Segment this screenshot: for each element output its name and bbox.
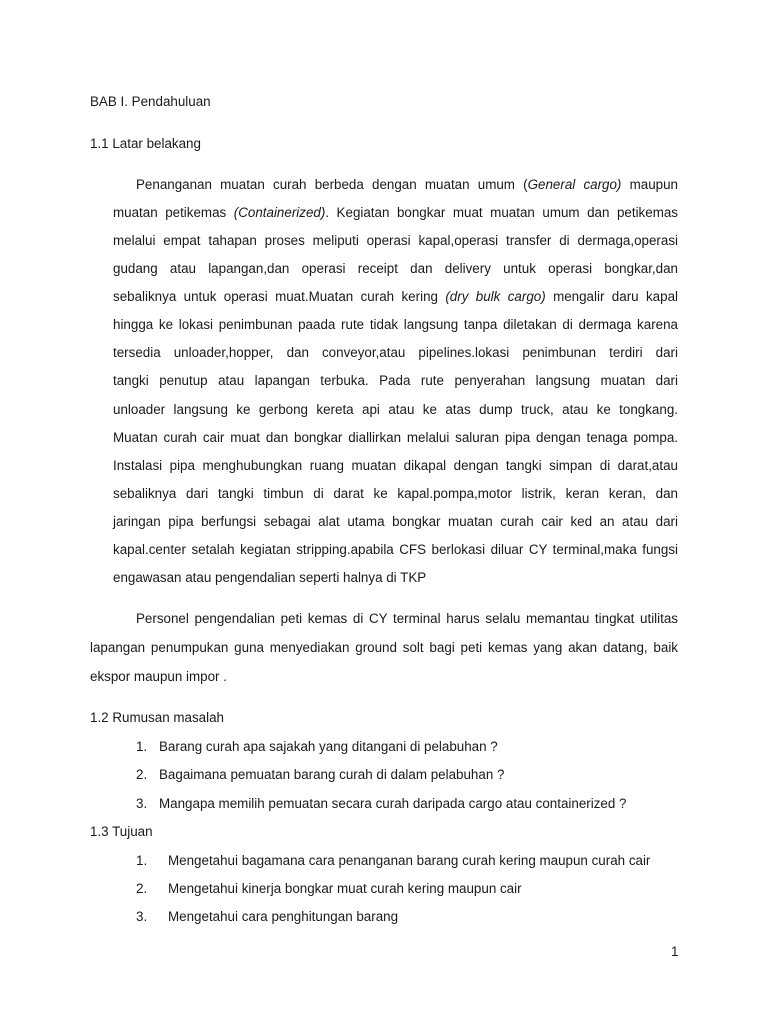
paragraph-line: unloader langsung ke gerbong kereta api atau ke atas dump truck, atau ke tongkang. xyxy=(113,402,678,417)
paragraph-line: muatan petikemas (Containerized). Kegiatan bongkar muat muatan umum dan petikemas xyxy=(113,205,678,220)
paragraph-line: Penanganan muatan curah berbeda dengan muatan umum (General cargo) maupun xyxy=(136,177,678,192)
section-heading-latar-belakang: 1.1 Latar belakang xyxy=(90,136,201,151)
paragraph-line: Instalasi pipa menghubungkan ruang muatan dikapal dengan tangki simpan di darat,atau xyxy=(113,458,678,473)
list-text: Mengetahui kinerja bongkar muat curah kering maupun cair xyxy=(168,881,522,896)
paragraph-line: sebaliknya untuk operasi muat.Muatan curah kering (dry bulk cargo) mengalir daru kapal xyxy=(113,289,678,304)
paragraph-line: gudang atau lapangan,dan operasi receipt dan delivery untuk operasi bongkar,dan xyxy=(113,261,678,276)
list-number: 1. xyxy=(136,853,148,868)
page-number: 1 xyxy=(671,944,679,959)
chapter-title: BAB I. Pendahuluan xyxy=(90,94,211,109)
list-number: 3. xyxy=(136,796,148,811)
paragraph-line: hingga ke lokasi penimbunan paada rute tidak langsung tanpa diletakan di dermaga karena xyxy=(113,317,678,332)
paragraph-line: Muatan curah cair muat dan bongkar diallirkan melalui saluran pipa dengan tenaga pompa. xyxy=(113,430,678,445)
paragraph-line: jaringan pipa berfungsi sebagai alat utama bongkar muatan curah cair ked an atau dari xyxy=(113,514,678,529)
list-text: Mangapa memilih pemuatan secara curah daripada cargo atau containerized ? xyxy=(159,796,627,811)
paragraph-line: sebaliknya dari tangki timbun di darat ke kapal.pompa,motor listrik, keran keran, dan xyxy=(113,486,678,501)
paragraph-line: ekspor maupun impor . xyxy=(90,669,227,684)
list-number: 2. xyxy=(136,767,148,782)
list-number: 3. xyxy=(136,909,148,924)
list-text: Mengetahui bagamana cara penanganan barang curah kering maupun curah cair xyxy=(168,853,651,868)
list-text: Mengetahui cara penghitungan barang xyxy=(168,909,399,924)
list-number: 1. xyxy=(136,739,148,754)
section-heading-rumusan-masalah: 1.2 Rumusan masalah xyxy=(90,710,224,725)
paragraph-line: tersedia unloader,hopper, dan conveyor,atau pipelines.lokasi penimbunan terdiri dari xyxy=(113,345,678,360)
paragraph-line: kapal.center setalah kegiatan stripping.apabila CFS berlokasi diluar CY terminal,maka fungsi xyxy=(113,542,678,557)
section-heading-tujuan: 1.3 Tujuan xyxy=(90,824,153,839)
list-text: Barang curah apa sajakah yang ditangani di pelabuhan ? xyxy=(159,739,498,754)
list-number: 2. xyxy=(136,881,148,896)
paragraph-line: melalui empat tahapan proses meliputi operasi kapal,operasi transfer di dermaga,operasi xyxy=(113,233,678,248)
paragraph-line: tangki penutup atau lapangan terbuka. Pada rute penyerahan langsung muatan dari xyxy=(113,373,678,388)
paragraph-line: engawasan atau pengendalian seperti halnya di TKP xyxy=(113,570,427,585)
paragraph-line: Personel pengendalian peti kemas di CY terminal harus selalu memantau tingkat utilitas xyxy=(136,611,678,626)
list-text: Bagaimana pemuatan barang curah di dalam pelabuhan ? xyxy=(159,767,505,782)
paragraph-line: lapangan penumpukan guna menyediakan ground solt bagi peti kemas yang akan datang, baik xyxy=(90,640,678,655)
